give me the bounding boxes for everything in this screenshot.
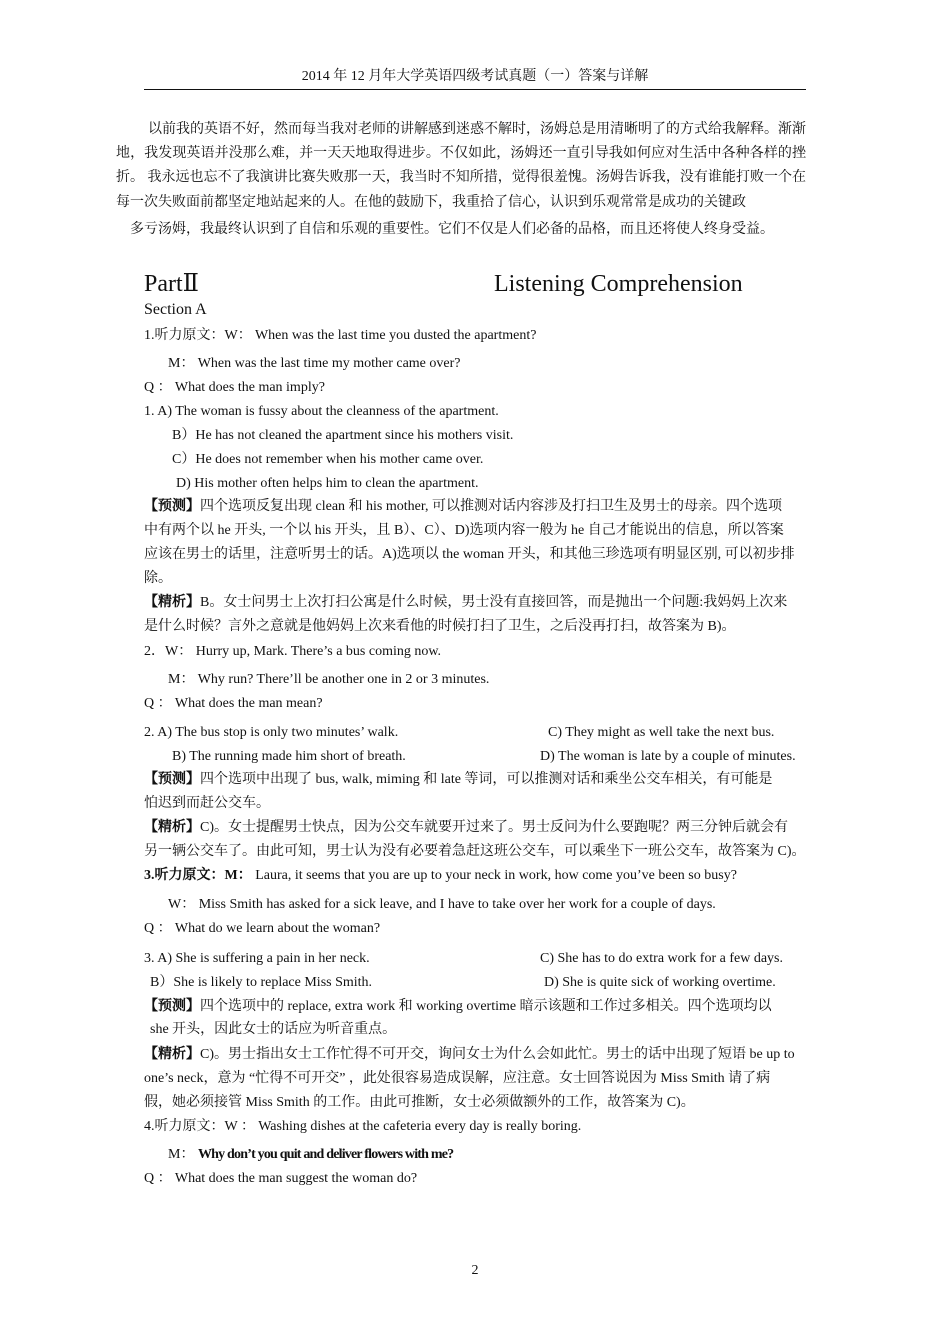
q1-analysis-text: B。女士问男士上次打扫公寓是什么时候，男士没有直接回答，而是抛出一个问题:我妈妈上次来 (200, 595, 788, 610)
q2-option-b: B) The running made him short of breath. (172, 749, 406, 764)
q3-transcript-text: Laura, it seems that you are up to your neck in work, how come you’ve been so busy? (255, 868, 737, 883)
header-rule (144, 89, 806, 90)
part-subtitle: Listening Comprehension (494, 271, 743, 297)
intro-paragraph (116, 118, 806, 215)
q3-question: Q ： What do we learn about the woman? (144, 921, 381, 936)
q2-analysis-text: C)。女士提醒男士快点，因为公交车就要开过来了。男士反问为什么要跑呢？两三分钟后就会有 (200, 820, 788, 835)
q2-question: Q ： What does the man mean? (144, 696, 323, 711)
page-number: 2 (471, 1263, 479, 1278)
q4-transcript-line2 (168, 1146, 453, 1164)
q3-option-c: C) She has to do extra work for a few days. (540, 951, 783, 966)
q4-transcript-text-m: Why don’t you quit and deliver flowers with me? (197, 1147, 454, 1162)
q2-prediction-text: 四个选项中出现了 bus, walk, miming 和 late 等词，可以推测对话和乘坐公交车相关，有可能是 (200, 772, 773, 787)
q1-option-a: 1. A) The woman is fussy about the cleanness of the apartment. (144, 404, 499, 419)
q1-transcript-line1 (144, 327, 536, 345)
q2-option-d: D) The woman is late by a couple of minutes. (540, 749, 796, 764)
q3-transcript-prefix: 3.听力原文：M： (144, 868, 252, 883)
q1-analysis-line1 (144, 594, 787, 612)
q2-prediction-line2: 怕迟到而赶公交车。 (144, 796, 270, 811)
q1-option-b: B）He has not cleaned the apartment since his mothers visit. (172, 428, 514, 443)
q4-transcript-text: Washing dishes at the cafeteria every day is really boring. (258, 1119, 582, 1134)
q1-prediction-line4: 除。 (144, 571, 172, 586)
q4-transcript-prefix: 4.听力原文：W ： (144, 1119, 255, 1134)
q3-analysis-line2: one’s neck，意为 “忙得不可开交” ，此处很容易造成误解，应注意。女士回答说因为 Miss Smith 请了病 (144, 1071, 771, 1086)
q3-prediction-text: 四个选项中的 replace, extra work 和 working overtime 暗示该题和工作过多相关。四个选项均以 (200, 999, 772, 1014)
q2-transcript-line2: M： Why run? There’ll be another one in 2 or 3 minutes. (168, 672, 490, 687)
section-title: Section A (144, 301, 207, 318)
q4-transcript-line1 (144, 1118, 581, 1136)
q3-option-a: 3. A) She is suffering a pain in her neck. (144, 951, 370, 966)
q4-question: Q ： What does the man suggest the woman do? (144, 1171, 418, 1186)
q4-transcript-prefix-m: M： (168, 1147, 195, 1162)
part-title: PartⅡ (144, 271, 199, 297)
intro-last-line: 多亏汤姆，我最终认识到了自信和乐观的重要性。它们不仅是人们必备的品格，而且还将使人终身受益。 (130, 222, 774, 237)
q1-prediction-line1 (144, 498, 782, 516)
q2-option-c: C) They might as well take the next bus. (548, 725, 775, 740)
q3-transcript-line2: W： Miss Smith has asked for a sick leave, and I have to take over her work for a couple of days. (168, 897, 716, 912)
q3-prediction-line2: she 开头，因此女士的话应为听音重点。 (150, 1022, 397, 1037)
q3-option-d: D) She is quite sick of working overtime. (544, 975, 776, 990)
q1-transcript-line2: M： When was the last time my mother came over? (168, 356, 461, 371)
q3-analysis-label: 【精析】 (144, 1047, 200, 1062)
q1-analysis-label: 【精析】 (144, 595, 200, 610)
q1-option-c: C）He does not remember when his mother came over. (172, 452, 484, 467)
q1-prediction-line2: 中有两个以 he 开头, 一个以 his 开头，且 B）、C）、D)选项内容一般为 he 自己才能说出的信息，所以答案 (144, 523, 784, 538)
q1-prediction-text: 四个选项反复出现 clean 和 his mother, 可以推测对话内容涉及打扫卫生及男士的母亲。四个选项 (200, 499, 782, 514)
q2-analysis-line2: 另一辆公交车了。由此可知，男士认为没有必要着急赶这班公交车，可以乘坐下一班公交车，故答案为 C)。 (144, 844, 806, 859)
q3-prediction-label: 【预测】 (144, 999, 200, 1014)
q3-option-b: B）She is likely to replace Miss Smith. (150, 975, 373, 990)
q2-analysis-line1 (144, 819, 788, 837)
q1-transcript-prefix: 1.听力原文：W： (144, 328, 252, 343)
q2-analysis-label: 【精析】 (144, 820, 200, 835)
intro-paragraph-text: 以前我的英语不好，然而每当我对老师的讲解感到迷惑不解时，汤姆总是用清晰明了的方式给我解释。渐渐地，我发现英语并没那么难，并一天天地取得进步。不仅如此，汤姆还一直引导我如何应对生活中各种各样的挫折。 我永远也忘不了我演讲比赛失败那一天，我当时不知所措，觉得很羞愧。汤姆告诉我，没有谁能打败一个在每一次失败面前都坚定地站起来的人。在他的鼓励下，我重拾了信心，认识到乐观常常是成功的关键政 (116, 122, 806, 210)
q2-transcript-line1: 2．W： Hurry up, Mark. There’s a bus coming now. (144, 644, 442, 659)
q1-transcript-text: When was the last time you dusted the apartment? (254, 328, 537, 343)
q3-transcript-line1 (144, 867, 737, 885)
q3-analysis-line1 (144, 1046, 795, 1064)
q3-analysis-line3: 假，她必须接管 Miss Smith 的工作。由此可推断，女士必须做额外的工作，故答案为 C)。 (144, 1095, 695, 1110)
page-header: 2014 年 12 月年大学英语四级考试真题（一）答案与详解 (301, 69, 649, 84)
q1-analysis-line2: 是什么时候？言外之意就是他妈妈上次来看他的时候打扫了卫生，之后没再打扫，故答案为 B)。 (144, 619, 736, 634)
q2-prediction-label: 【预测】 (144, 772, 200, 787)
q3-prediction-line1 (144, 998, 772, 1016)
q1-option-d: D) His mother often helps him to clean the apartment. (176, 476, 479, 491)
q2-prediction-line1 (144, 771, 772, 789)
q1-prediction-label: 【预测】 (144, 499, 200, 514)
q1-prediction-line3: 应该在男士的话里，注意听男士的话。A)选项以 the woman 开头，和其他三珍选项有明显区别, 可以初步排 (144, 547, 795, 562)
q3-analysis-text: C)。男士指出女士工作忙得不可开交，询问女士为什么会如此忙。男士的话中出现了短语 be up to (200, 1047, 795, 1062)
q2-option-a: 2. A) The bus stop is only two minutes’ walk. (144, 725, 399, 740)
q1-question: Q ： What does the man imply? (144, 380, 325, 395)
